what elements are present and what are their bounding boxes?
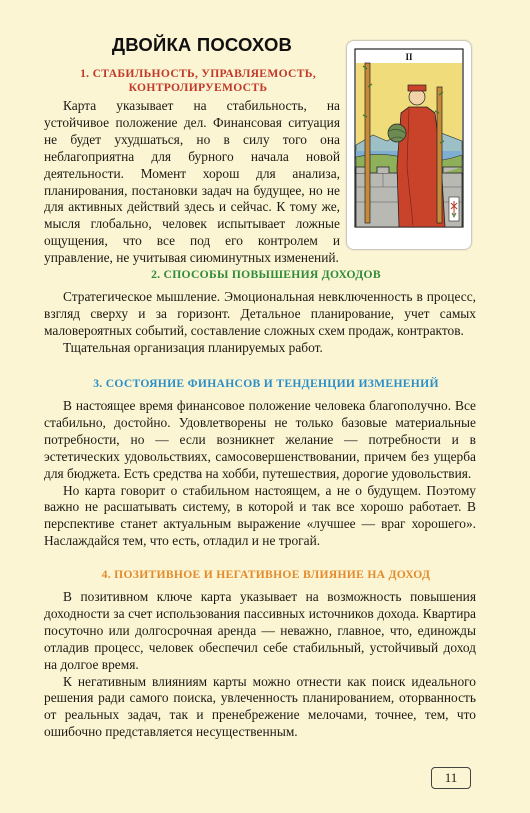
section-4-body [44, 589, 476, 741]
section-3-body [44, 398, 476, 550]
page-title: ДВОЙКА ПОСОХОВ [111, 34, 293, 55]
tarot-card-illustration [353, 47, 465, 243]
section-1-body [44, 98, 340, 267]
tarot-card-two-of-wands [346, 40, 472, 250]
section-3-heading: 3. СОСТОЯНИЕ ФИНАНСОВ И ТЕНДЕНЦИИ ИЗМЕНЕНИЙ [93, 377, 439, 390]
section-2-heading: 2. СПОСОБЫ ПОВЫШЕНИЯ ДОХОДОВ [151, 268, 381, 281]
paragraph: Стратегическое мышление. Эмоциональная невключенность в процесс, взгляд сверху и за горизонт. Детальное планирование, учет самых маловероятных событий, составление сложных схем продаж, контрактов. [44, 289, 476, 338]
page-number: 11 [431, 767, 471, 789]
paragraph: В позитивном ключе карта указывает на возможность повышения доходности за счет использования пассивных источников дохода. Квартира посуточно или долгосрочная аренда — неважно, главное, что, единожды отладив процесс, человек обеспечил себе стабильный, устойчивый доход на долгое время. [44, 589, 476, 672]
card-numeral: II [405, 52, 413, 62]
paragraph: В настоящее время финансовое положение человека благополучно. Все стабильно, достойно. Удовлетворены не только базовые материальные потребности, но — если возникнет желание — потребности и в эстетических удовольствиях, самосовершенствовании, причем без ущерба для бюджета. Есть средства на хобби, путешествия, дорогие удовольствия. [44, 398, 476, 481]
paragraph: Тщательная организация планируемых работ. [63, 339, 323, 355]
section-1-heading-line-1: 1. СТАБИЛЬНОСТЬ, УПРАВЛЯЕМОСТЬ, [80, 67, 316, 80]
section-1-heading-line-2: КОНТРОЛИРУЕМОСТЬ [128, 81, 268, 94]
section-1-heading [52, 67, 344, 95]
section-4-heading: 4. ПОЗИТИВНОЕ И НЕГАТИВНОЕ ВЛИЯНИЕ НА ДОХОД [101, 568, 431, 581]
paragraph: Но карта говорит о стабильном настоящем, а не о будущем. Поэтому важно не расшатывать систему, в которой и так все хорошо работает. В перспективе станет актуальным выражение «лучшее — враг хорошего». Наслаждайся тем, что есть, отладил и не трогай. [44, 482, 476, 549]
paragraph: К негативным влияниям карты можно отнести как поиск идеального решения ради самого поиска, увлеченность планированием, оторванность от реальных задач, так и пренебрежение мелочами, точнее, тем, что ошибочно представляется несущественным. [44, 673, 476, 740]
section-2-body [44, 289, 476, 357]
paragraph: Карта указывает на стабильность, на устойчивое положение дел. Финансовая ситуация не будет ухудшаться, но в силу того она неблагоприятна для бурного начала новой деятельности. Момент хорош для анализа, планирования, постановки задач на будущее, но не для активных действий здесь и сейчас. К тому же, мысля глобально, человек испытывает ложные ощущения, что все под его контролем и управление, не учитывая сиюминутных изменений. [44, 98, 340, 266]
